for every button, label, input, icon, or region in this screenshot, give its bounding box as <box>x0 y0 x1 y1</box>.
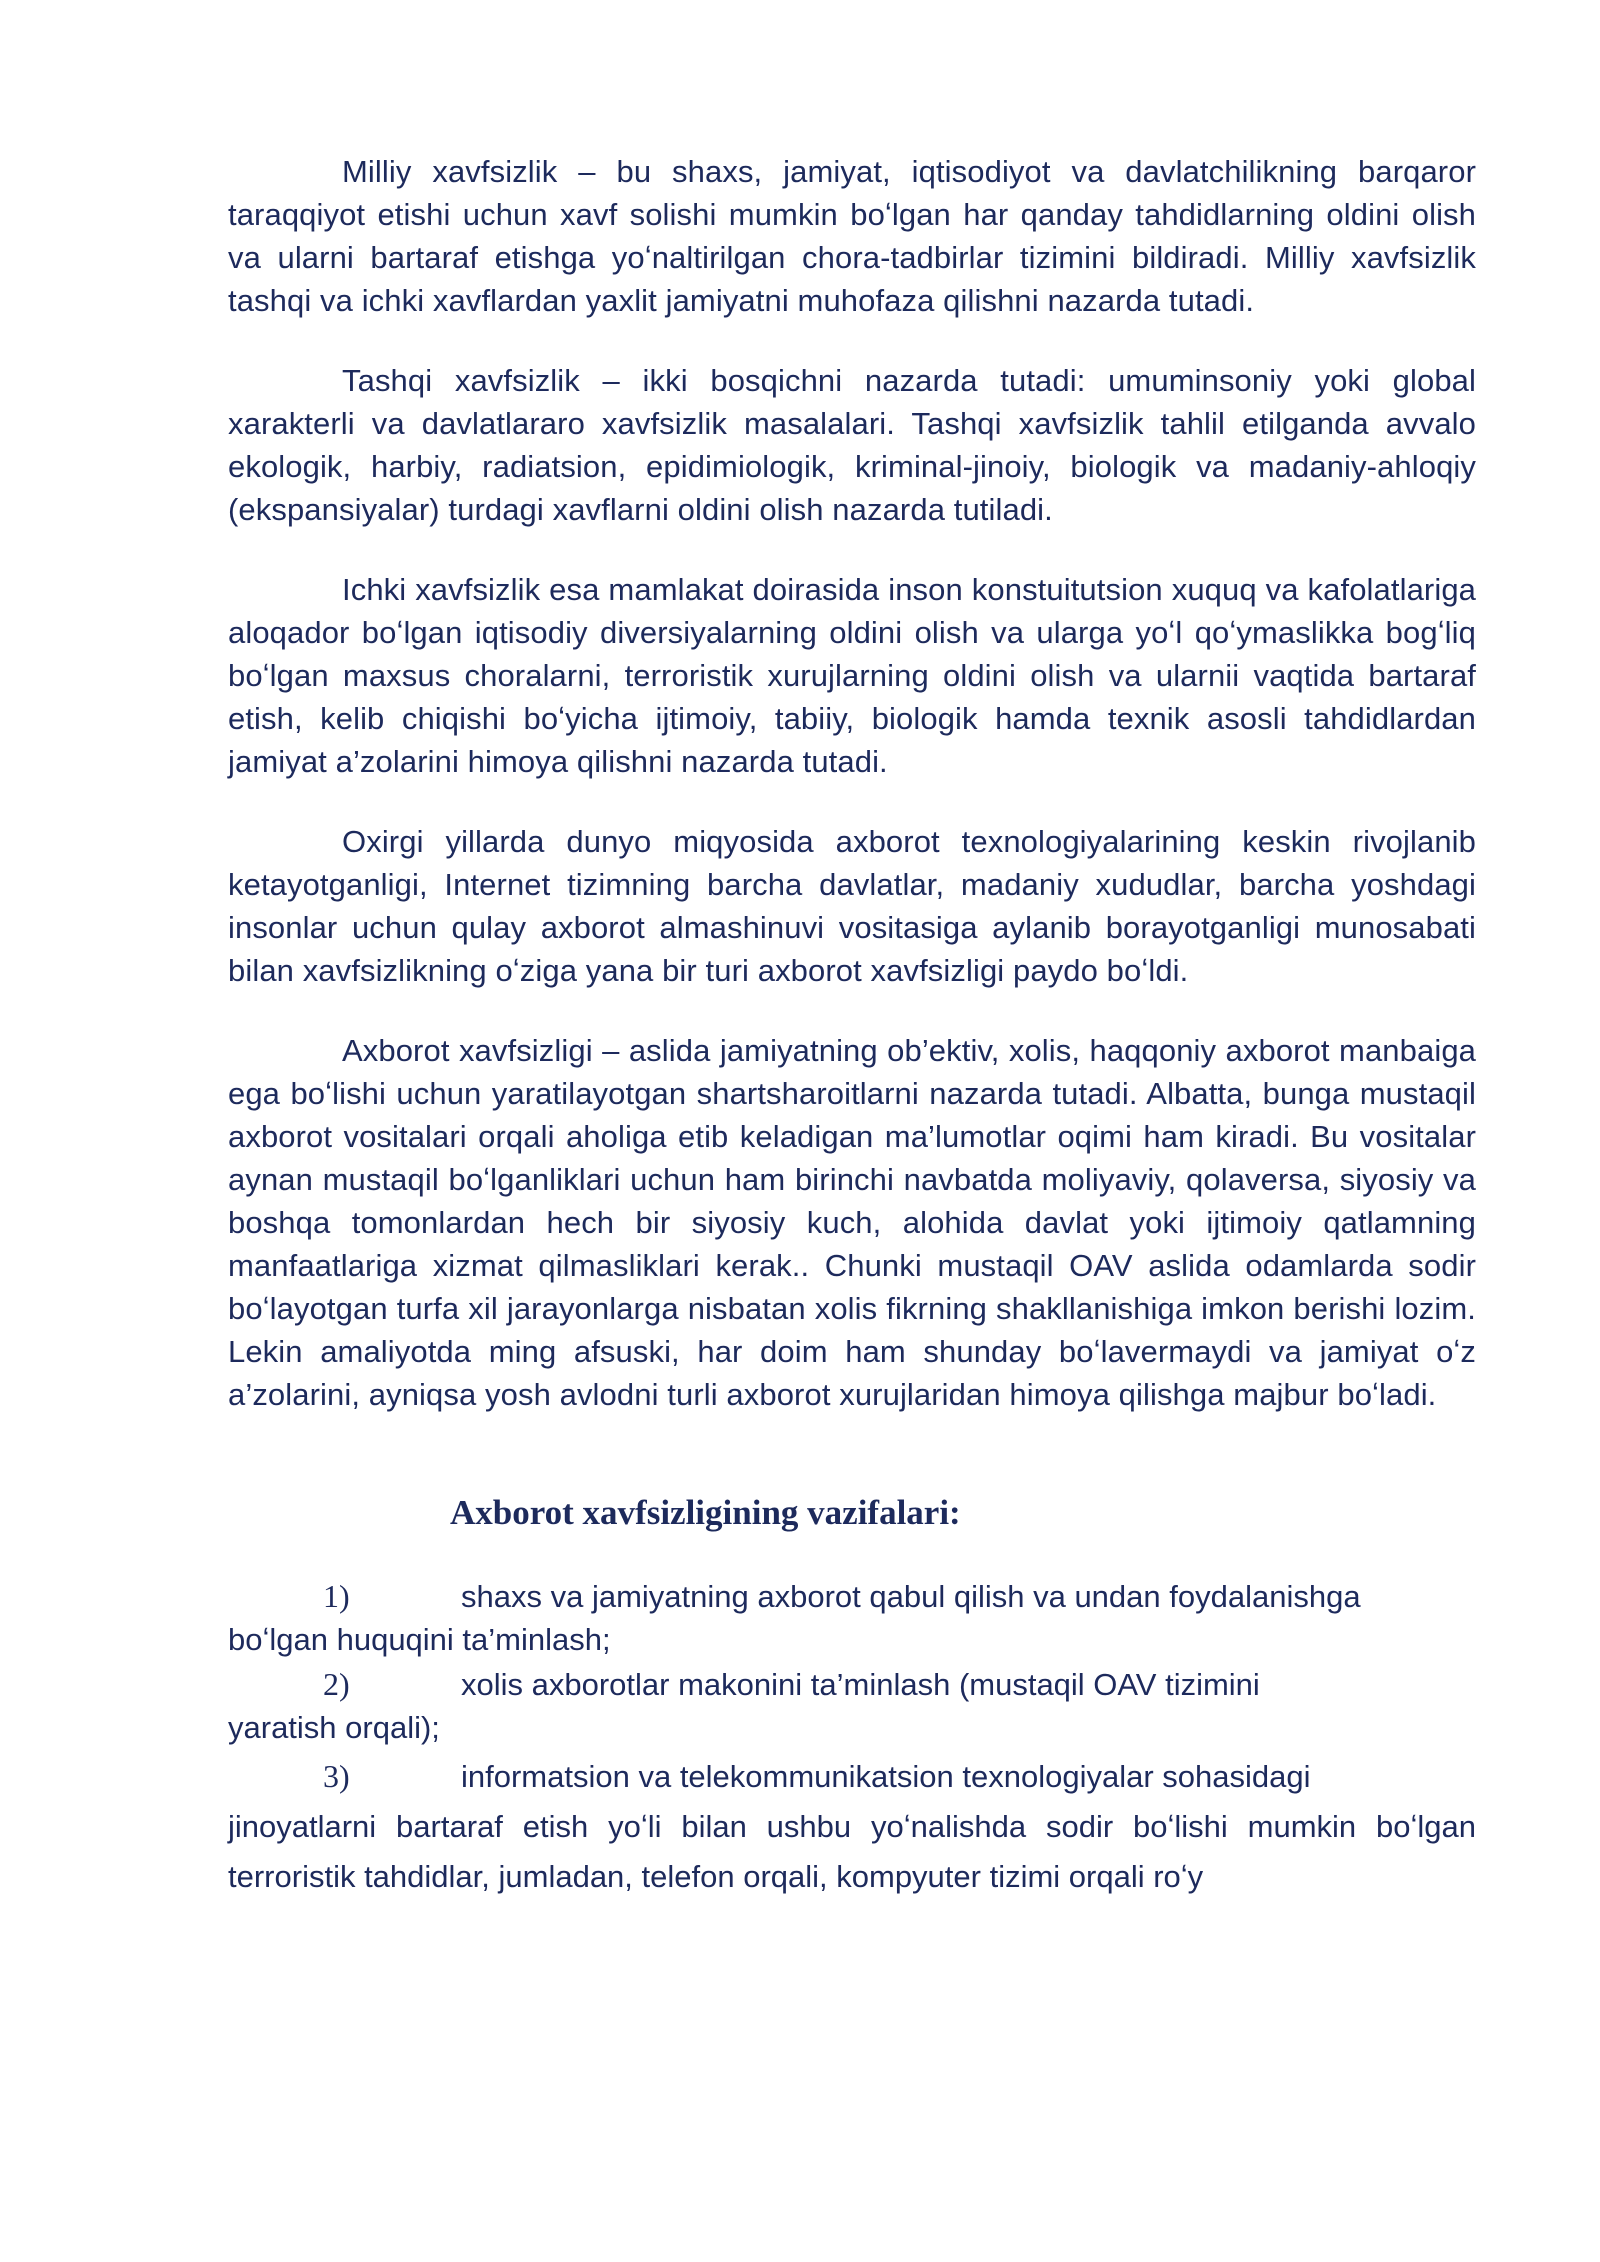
paragraph-tashqi-xavfsizlik: Tashqi xavfsizlik – ikki bosqichni nazarda tutadi: umuminsoniy yoki global xarakterli va davlatlararo xavfsizlik masalalari. Tashqi xavfsizlik tahlil etilganda avvalo ekologik, harbiy, radiatsion, epidimiologik, kriminal-jinoiy, biologik va madaniy-ahloqiy (ekspansiyalar) turdagi xavflarni oldini olish nazarda tutiladi. <box>228 363 1476 527</box>
list-item-continuation: yaratish orqali); <box>228 1710 440 1745</box>
list-number: 3) <box>323 1758 350 1794</box>
list-item-text: shaxs va jamiyatning axborot qabul qilish va undan foydalanishga <box>461 1579 1361 1614</box>
list-item <box>228 1575 1476 1661</box>
paragraph-milliy-xavfsizlik: Milliy xavfsizlik – bu shaxs, jamiyat, iqtisodiyot va davlatchilikning barqaror taraqqiyot etishi uchun xavf solishi mumkin boʻlgan har qanday tahdidlarning oldini olish va ularni bartaraf etishga yoʻnaltirilgan chora-tadbirlar tizimini bildiradi. Milliy xavfsizlik tashqi va ichki xavflardan yaxlit jamiyatni muhofaza qilishni nazarda tutadi. <box>228 154 1476 318</box>
list-item-text: informatsion va telekommunikatsion texnologiyalar sohasidagi <box>461 1759 1311 1794</box>
paragraph-axborot-texnologiyalari: Oxirgi yillarda dunyo miqyosida axborot texnologiyalarining keskin rivojlanib ketayotganligi, Internet tizimning barcha davlatlar, madaniy xududlar, barcha yoshdagi insonlar uchun qulay axborot almashinuvi vositasiga aylanib borayotganligi munosabati bilan xavfsizlikning oʻziga yana bir turi axborot xavfsizligi paydo boʻldi. <box>228 824 1476 988</box>
list-item <box>228 1751 1476 1902</box>
list-number: 2) <box>323 1666 350 1702</box>
list-number: 1) <box>323 1578 350 1614</box>
list-item-text: xolis axborotlar makonini ta’minlash (mustaqil OAV tizimini <box>461 1667 1260 1702</box>
document-body <box>228 150 1476 1904</box>
section-heading: Axborot xavfsizligining vazifalari: <box>450 1493 961 1532</box>
paragraph-ichki-xavfsizlik: Ichki xavfsizlik esa mamlakat doirasida inson konstuitutsion xuquq va kafolatlariga aloqador boʻlgan iqtisodiy diversiyalarning oldini olish va ularga yoʻl qoʻymaslikka bogʻliq boʻlgan maxsus choralarni, terroristik xurujlarning oldini olish va ularnii vaqtida bartaraf etish, kelib chiqishi boʻyicha ijtimoiy, tabiiy, biologik hamda texnik asosli tahdidlardan jamiyat a’zolarini himoya qilishni nazarda tutadi. <box>228 572 1476 779</box>
list-item-first-line <box>228 1575 1476 1618</box>
list-item-first-line <box>228 1663 1476 1706</box>
list-item-first-line <box>228 1751 1476 1802</box>
list-item <box>228 1663 1476 1749</box>
list-item-continuation: boʻlgan huquqini ta’minlash; <box>228 1622 611 1657</box>
paragraph-axborot-xavfsizligi: Axborot xavfsizligi – aslida jamiyatning ob’ektiv, xolis, haqqoniy axborot manbaiga ega boʻlishi uchun yaratilayotgan shartsharoitlarni nazarda tutadi. Albatta, bunga mustaqil axborot vositalari orqali aholiga etib keladigan ma’lumotlar oqimi ham kiradi. Bu vositalar aynan mustaqil boʻlganliklari uchun ham birinchi navbatda moliyaviy, qolaversa, siyosiy va boshqa tomonlardan hech bir siyosiy kuch, alohida davlat yoki ijtimoiy qatlamning manfaatlariga xizmat qilmasliklari kerak.. Chunki mustaqil OAV aslida odamlarda sodir boʻlayotgan turfa xil jarayonlarga nisbatan xolis fikrning shakllanishiga imkon berishi lozim. Lekin amaliyotda ming afsuski, har doim ham shunday boʻlavermaydi va jamiyat oʻz a’zolarini, ayniqsa yosh avlodni turli axborot xurujlaridan himoya qilishga majbur boʻladi. <box>228 1033 1476 1412</box>
list-item-continuation: jinoyatlarni bartaraf etish yoʻli bilan ushbu yoʻnalishda sodir boʻlishi mumkin boʻlgan terroristik tahdidlar, jumladan, telefon orqali, kompyuter tizimi orqali roʻy <box>228 1809 1476 1894</box>
